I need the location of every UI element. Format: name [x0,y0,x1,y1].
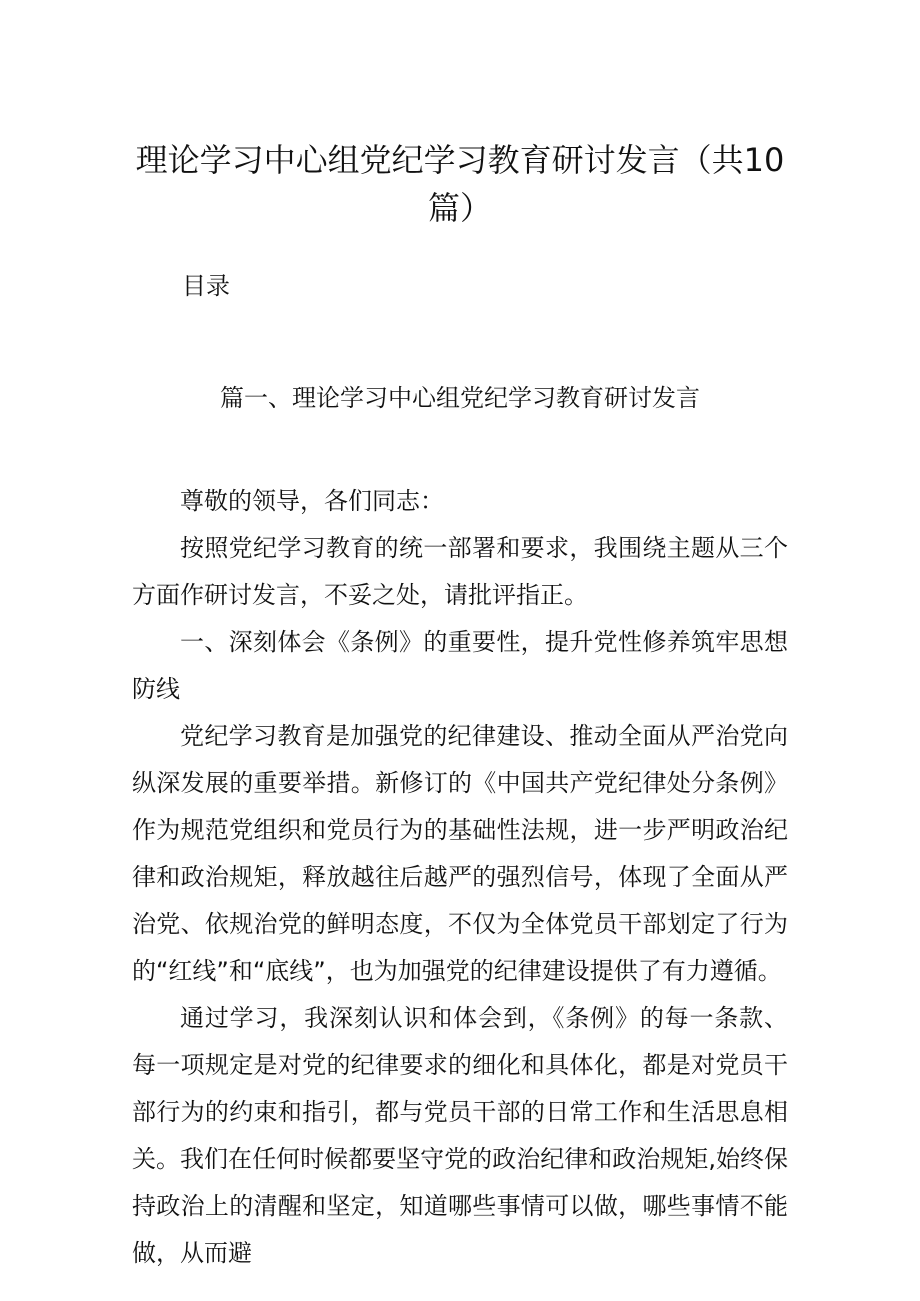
document-title: 理论学习中心组党纪学习教育研讨发言（共10篇） [135,141,785,227]
subheading-paragraph: 一、深刻体会《条例》的重要性，提升党性修养筑牢思想防线 [132,628,788,703]
body-paragraph: 通过学习，我深刻认识和体会到，《条例》的每一条款、每一项规定是对党的纪律要求的细化和具体化，都是对党员干部行为的约束和指引，都与党员干部的日常工作和生活思息相关。我们在任何时候都要坚守党的政治纪律和政治规矩,始终保持政治上的清醒和坚定，知道哪些事情可以做，哪些事情不能做，从而避 [132,1004,788,1267]
body-text [132,478,788,1277]
body-paragraph: 党纪学习教育是加强党的纪律建设、推动全面从严治党向纵深发展的重要举措。新修订的《中国共产党纪律处分条例》作为规范党组织和党员行为的基础性法规，进一步严明政治纪律和政治规矩，释放越往后越严的强烈信号，体现了全面从严治党、依规治党的鲜明态度，不仅为全体党员干部划定了行为的“红线”和“底线”，也为加强党的纪律建设提供了有力遵循。 [132,722,788,985]
salutation-paragraph: 尊敬的领导，各们同志： [180,487,444,515]
intro-paragraph: 按照党纪学习教育的统一部署和要求，我围绕主题从三个方面作研讨发言，不妥之处，请批评指正。 [132,534,788,609]
section-heading: 篇一、理论学习中心组党纪学习教育研讨发言 [220,384,700,412]
toc-label: 目录 [182,272,230,300]
